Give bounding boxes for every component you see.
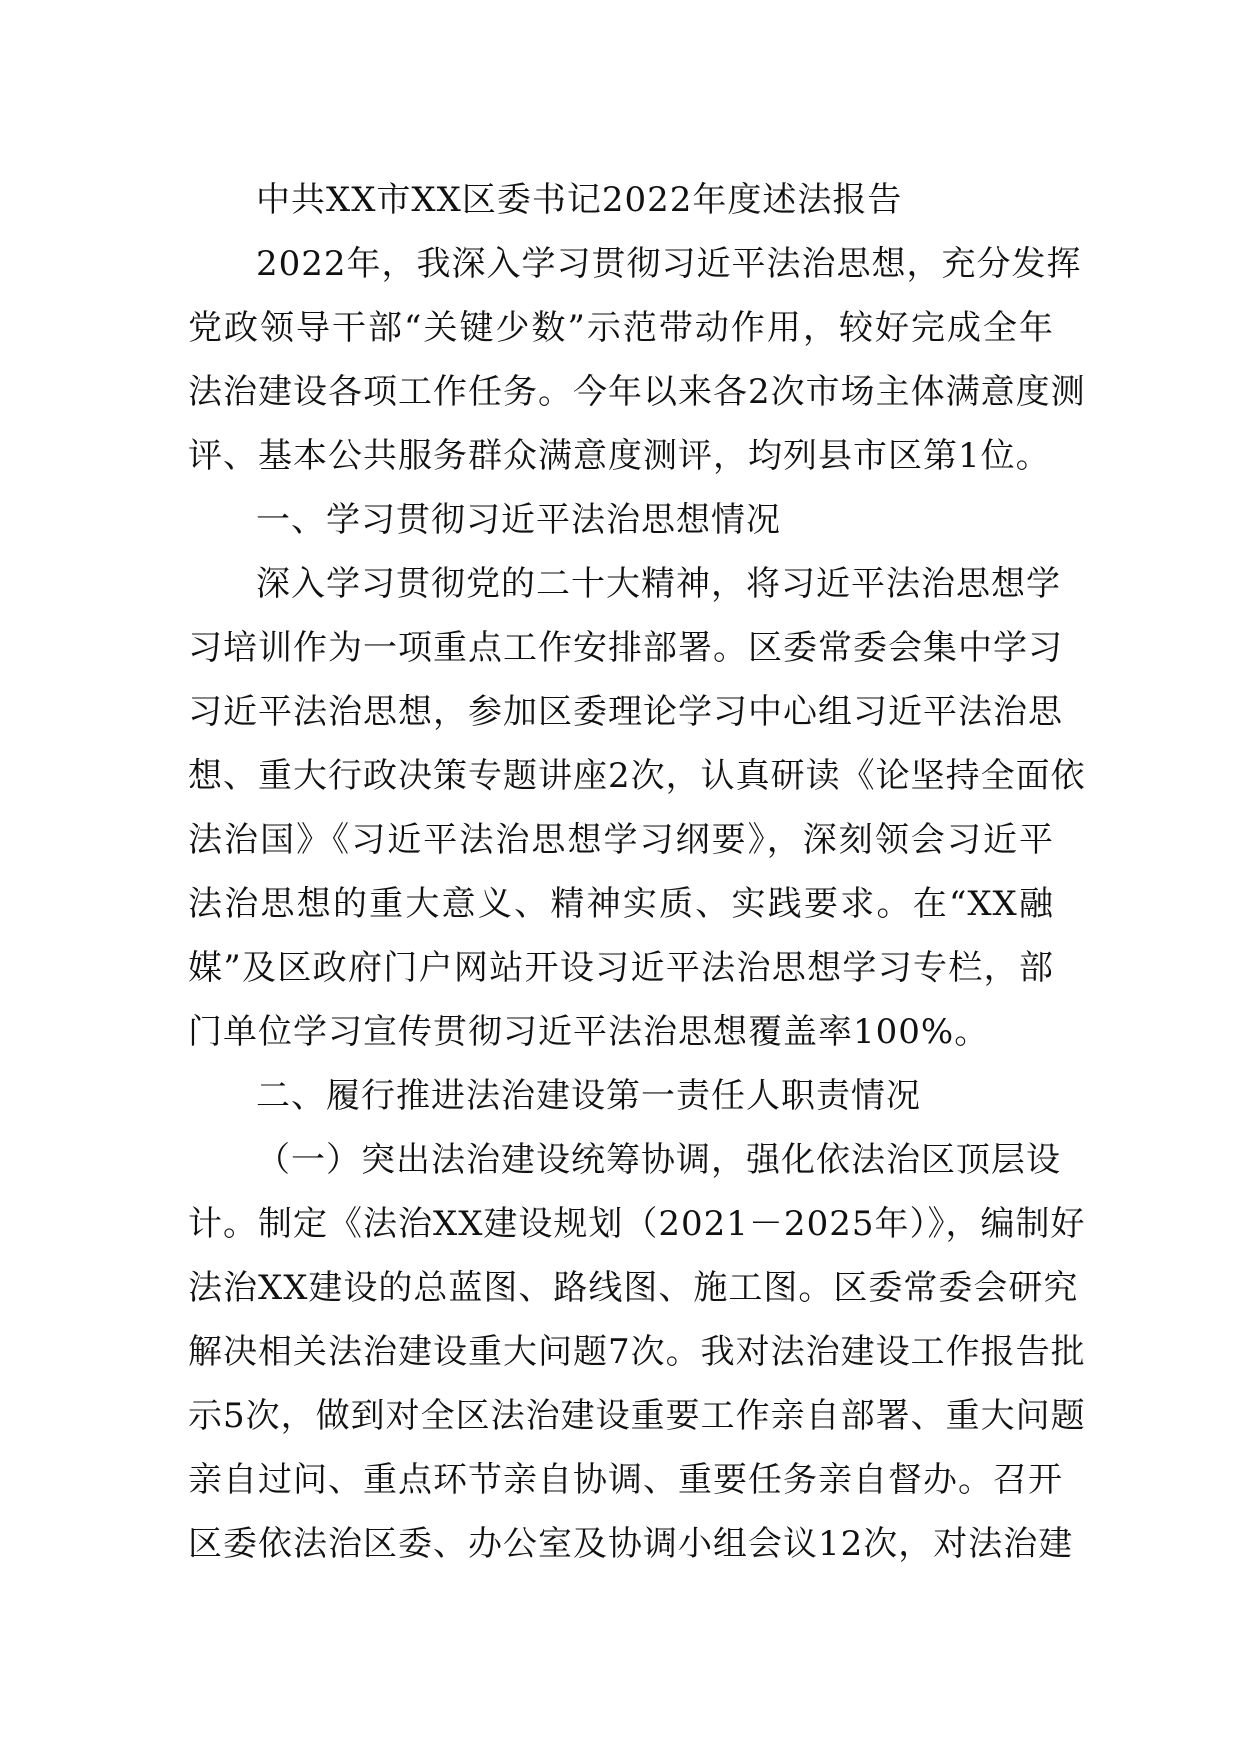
section-2-heading: 二、履行推进法治建设第一责任人职责情况 [256,1076,921,1116]
section-2-line: 法治XX建设的总蓝图、路线图、施工图。区委常委会研究 [188,1268,1079,1308]
section-1-line: 媒”及区政府门户网站开设习近平法治思想学习专栏，部 [188,948,1054,988]
section-1-heading: 一、学习贯彻习近平法治思想情况 [256,500,781,540]
section-2-line: （一）突出法治建设统筹协调，强化依法治区顶层设 [256,1140,1061,1180]
intro-line: 法治建设各项工作任务。今年以来各2次市场主体满意度测 [188,372,1086,412]
section-1-line: 习近平法治思想，参加区委理论学习中心组习近平法治思 [188,692,1063,732]
section-1-line: 深入学习贯彻党的二十大精神，将习近平法治思想学 [256,564,1061,604]
section-2-line: 亲自过问、重点环节亲自协调、重要任务亲自督办。召开 [188,1460,1063,1500]
section-2-line: 计。制定《法治XX建设规划（2021－2025年）》，编制好 [188,1204,1086,1244]
section-1-line: 想、重大行政决策专题讲座2次，认真研读《论坚持全面依 [188,756,1086,796]
document-page [188,168,1086,1576]
intro-line: 党政领导干部“关键少数”示范带动作用，较好完成全年 [188,308,1054,348]
section-2-line: 解决相关法治建设重大问题7次。我对法治建设工作报告批 [188,1332,1086,1372]
intro-line: 2022年，我深入学习贯彻习近平法治思想，充分发挥 [256,244,1082,284]
section-1-line: 习培训作为一项重点工作安排部署。区委常委会集中学习 [188,628,1063,668]
document-title: 中共XX市XX区委书记2022年度述法报告 [256,180,903,220]
section-2-line: 区委依法治区委、办公室及协调小组会议12次，对法治建 [188,1524,1074,1564]
section-1-line: 门单位学习宣传贯彻习近平法治思想覆盖率100%。 [188,1012,990,1052]
section-2-line: 示5次，做到对全区法治建设重要工作亲自部署、重大问题 [188,1396,1086,1436]
intro-line: 评、基本公共服务群众满意度测评，均列县市区第1位。 [188,436,1051,476]
section-1-line: 法治思想的重大意义、精神实质、实践要求。在“XX融 [188,884,1054,924]
section-1-line: 法治国》《习近平法治思想学习纲要》，深刻领会习近平 [188,820,1054,860]
